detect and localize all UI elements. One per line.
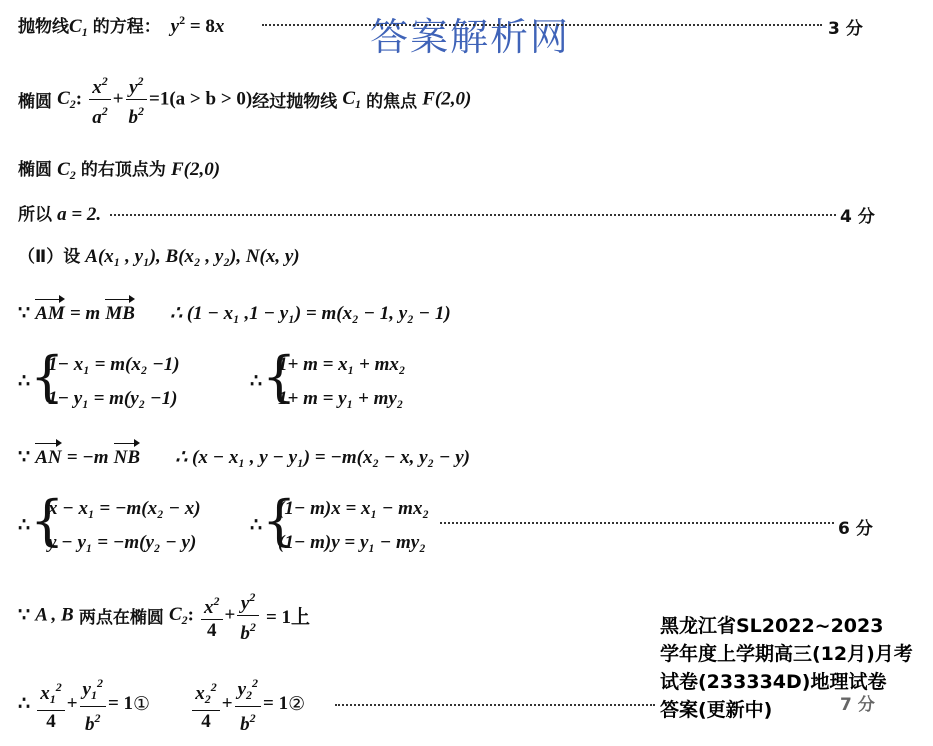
symbol-C2: $C_2$	[57, 87, 76, 111]
caption-line-3: 试卷(233334D)地理试卷	[660, 671, 887, 693]
line-part-ii-setup	[18, 242, 300, 268]
line-vector-an	[18, 446, 470, 469]
ellipse-condition: 1(a > b > 0)	[159, 88, 253, 110]
score-4: 4 分	[840, 207, 875, 227]
label-so: 所以	[18, 205, 52, 225]
therefore-symbol-5: ∴	[18, 693, 31, 715]
fraction-x2sq-4: $\frac{x_2^2}{4}$	[192, 676, 220, 733]
line-parabola-equation	[18, 12, 224, 40]
symbol-C2-b: $C_2$	[57, 159, 76, 182]
system1-b2: 1+ m = y₁ + my₂	[278, 388, 404, 409]
label-ellipse: 椭圆	[18, 92, 52, 112]
symbol-C2-c: $C_2$	[168, 603, 188, 627]
vertex-point: F(2,0)	[170, 159, 221, 180]
label-through: 经过抛物线	[252, 92, 338, 112]
circled-one: ①	[133, 693, 151, 715]
label-right-vertex: 的右顶点为	[80, 160, 166, 180]
points-AB: A , B	[35, 604, 74, 626]
system2-a1: x − x₁ = −m(x₂ − x)	[48, 498, 201, 519]
brace-2a: {	[30, 489, 65, 552]
line-ellipse-through-focus: 椭圆 $C_2$: $\frac{x^2}{a^2}$ + $\frac{y^2}{b^2}$ =1(a > b > 0)经过抛物线 $C_1$ 的焦点 F(2,0)	[18, 70, 471, 129]
therefore-symbol-2: ∴	[250, 371, 263, 392]
equals-minus-m: = −m	[66, 447, 109, 468]
label-focus: 的焦点	[366, 92, 418, 112]
equals-m: = m	[69, 303, 101, 324]
fraction-y2-b2: $\frac{y^2}{b^2}$	[126, 70, 148, 129]
label-part-ii: （Ⅱ）设	[18, 247, 81, 267]
fraction-x2-4: $\frac{x^2}{4}$	[201, 590, 223, 642]
equation-parabola: $y^2 = 8x$	[170, 13, 225, 37]
vector-NB: NB	[113, 447, 141, 468]
dotted-leader-2	[110, 214, 836, 216]
system2-b2: (1− m)y = y₁ − my₂	[278, 532, 426, 553]
system1-b1: 1+ m = x₁ + mx₂	[278, 354, 406, 375]
fraction-x1sq-4: $\frac{x_1^2}{4}$	[37, 676, 65, 733]
line-a-equals-2	[18, 200, 101, 226]
system2-a2: y − y₁ = −m(y₂ − y)	[48, 532, 197, 553]
symbol-C1-b: $C_1$	[342, 87, 362, 111]
caption-line-1: 黑龙江省SL2022~2023	[660, 615, 884, 637]
score-3: 3 分	[828, 19, 863, 39]
brace-1b: {	[262, 345, 297, 408]
therefore-an: ∴ (x − x₁ , y − y₁) = −m(x₂ − x, y₂ − y)	[175, 447, 470, 468]
caption-block	[660, 612, 913, 724]
system1-a1: 1− x₁ = m(x₂ −1)	[48, 354, 180, 375]
vector-AM: AM	[35, 303, 65, 324]
system1-a2: 1− y₁ = m(y₂ −1)	[48, 388, 178, 409]
dotted-leader-4	[335, 704, 655, 706]
watermark-text: 答案解析网	[370, 15, 571, 59]
therefore-symbol-1: ∴	[18, 371, 31, 392]
because-symbol-3: ∵	[18, 605, 31, 626]
score-6: 6 分	[838, 519, 873, 539]
caption-line-4: 答案(更新中)	[660, 699, 773, 721]
fraction-x2-a2: $\frac{x^2}{a^2}$	[89, 70, 111, 129]
dotted-leader-1	[262, 24, 822, 26]
line-vector-am	[18, 302, 451, 325]
vector-AN: AN	[35, 447, 62, 468]
line-points-on-ellipse: ∵ A , B 两点在椭圆 $C_2$: $\frac{x^2}{4}$ + $\frac{y^2}{b^2}$ = 1上	[18, 586, 310, 645]
line-ellipse-equations: ∴ $\frac{x_1^2}{4}$ + $\frac{y_1^2}{b^2}$ = 1① $\frac{x_2^2}{4}$ + $\frac{y_2^2}{b^2}$ = 1②	[18, 672, 305, 736]
label-equation: 的方程：	[92, 17, 161, 37]
fraction-y2-b2-b: $\frac{y^2}{b^2}$	[237, 586, 259, 645]
score-7: 7 分	[840, 695, 875, 715]
fraction-y2sq-b2: $\frac{y_2^2}{b^2}$	[235, 672, 261, 736]
because-symbol: ∵	[18, 303, 31, 324]
equals-one-1: = 1	[107, 693, 134, 714]
label-ellipse-2: 椭圆	[18, 160, 52, 180]
line-right-vertex	[18, 155, 220, 183]
points-definition: A(x₁ , y₁), B(x₂ , y₂), N(x, y)	[85, 246, 300, 267]
vector-MB: MB	[105, 303, 135, 324]
equals-one-2: = 1	[263, 693, 289, 714]
equals-one-on: = 1上	[265, 607, 311, 628]
focus-point: F(2,0)	[422, 88, 472, 110]
label-parabola: 抛物线	[18, 17, 69, 37]
brace-1a: {	[30, 345, 65, 408]
dotted-leader-3	[440, 522, 834, 524]
therefore-symbol-3: ∴	[18, 515, 31, 536]
because-symbol-2: ∵	[18, 447, 31, 468]
therefore-symbol-4: ∴	[250, 515, 263, 536]
label-on-ellipse: 两点在椭圆	[78, 608, 164, 628]
equation-a: a = 2.	[57, 204, 102, 225]
therefore-am: ∴ (1 − x₁ ,1 − y₁) = m(x₂ − 1, y₂ − 1)	[169, 303, 451, 324]
brace-2b: {	[262, 489, 297, 552]
circled-two: ②	[288, 693, 306, 715]
system2-b1: (1− m)x = x₁ − mx₂	[278, 498, 430, 519]
fraction-y1sq-b2: $\frac{y_1^2}{b^2}$	[80, 672, 106, 736]
caption-line-2: 学年度上学期高三(12月)月考	[660, 643, 913, 665]
symbol-C1: $C_1$	[69, 16, 88, 39]
